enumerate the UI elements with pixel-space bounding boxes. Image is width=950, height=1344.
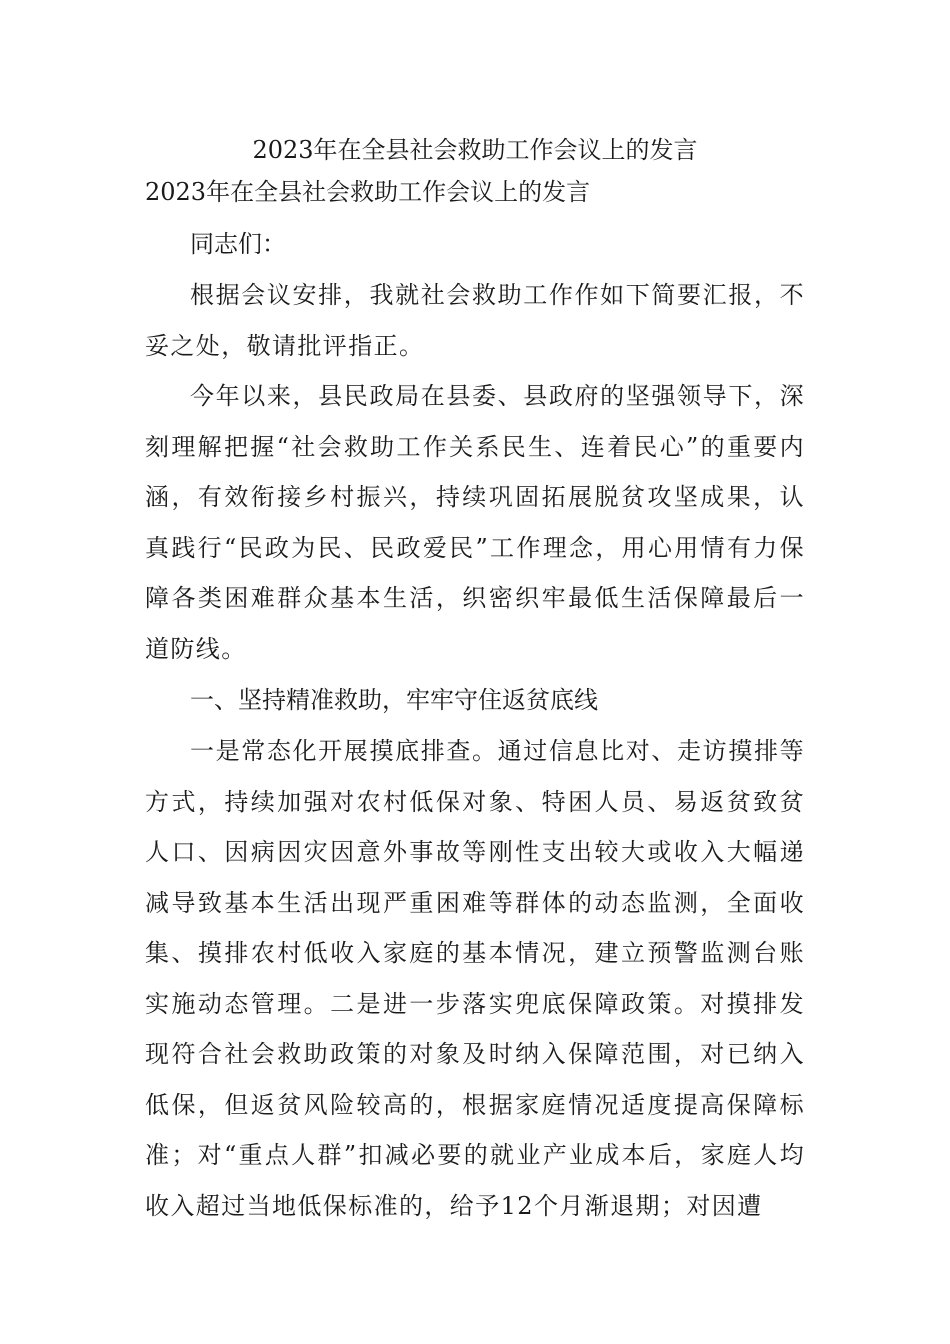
document-title: 2023年在全县社会救助工作会议上的发言 [252, 136, 698, 164]
salutation: 同志们： [190, 230, 286, 258]
paragraph-intro: 根据会议安排，我就社会救助工作作如下简要汇报，不妥之处，敬请批评指正。 [145, 281, 805, 360]
section-heading: 一、坚持精准救助，牢牢守住返贫底线 [190, 686, 598, 714]
document-page [145, 130, 805, 1231]
paragraph-overview: 今年以来，县民政局在县委、县政府的坚强领导下，深刻理解把握“社会救助工作关系民生、连着民心”的重要内涵，有效衔接乡村振兴，持续巩固拓展脱贫攻坚成果，认真践行“民政为民、民政爱民”工作理念，用心用情有力保障各类困难群众基本生活，织密织牢最低生活保障最后一道防线。 [145, 382, 805, 663]
paragraph-section-one: 一是常态化开展摸底排查。通过信息比对、走访摸排等方式，持续加强对农村低保对象、特困人员、易返贫致贫人口、因病因灾因意外事故等刚性支出较大或收入大幅递减导致基本生活出现严重困难等群体的动态监测，全面收集、摸排农村低收入家庭的基本情况，建立预警监测台账实施动态管理。二是进一步落实兜底保障政策。对摸排发现符合社会救助政策的对象及时纳入保障范围，对已纳入低保，但返贫风险较高的，根据家庭情况适度提高保障标准；对“重点人群”扣减必要的就业产业成本后，家庭人均收入超过当地低保标准的，给予12个月渐退期；对因遭 [145, 737, 805, 1220]
document-subtitle: 2023年在全县社会救助工作会议上的发言 [145, 178, 591, 206]
